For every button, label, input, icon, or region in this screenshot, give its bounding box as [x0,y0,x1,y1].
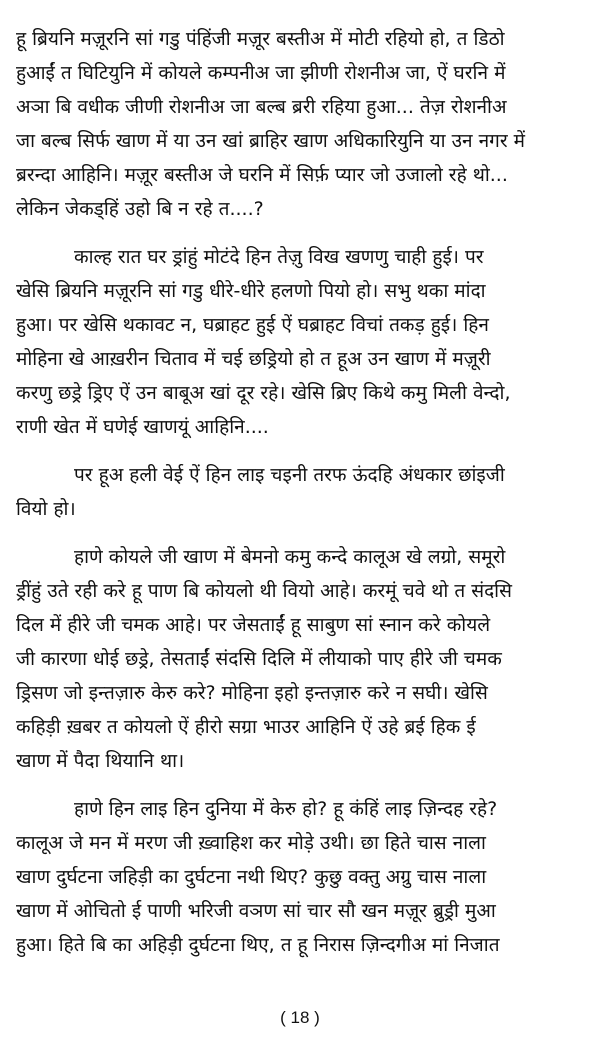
text-line: हुआ। हिते बि का अहिड़ी दुर्घटना थिए, त हू निरास ज़िन्दगीअ मां निजात [16,934,500,956]
text-line: जा बल्ब सिर्फ खाण में या उन खां ब्राहिर खाण अधिकारियुनि या उन नगर में [16,130,526,152]
paragraph-5 [16,792,586,962]
text-line: कालूअ जे मन में मरण जी ख़्वाहिश कर मोड़े उथी। छा हिते चास नाला [16,832,486,854]
text-line: ब्ररन्दा आहिनि। मज़ूर बस्तीअ जे घरनि में सिर्फ़ प्यार जो उजालो रहे थो... [16,164,508,186]
text-line: काल्ह रात घर ड्रांहुं मोटंदे हिन तेज़ु विख खणणु चाही हुई। पर [74,246,484,268]
text-line: लेकिन जेकड्हिं उहो बि न रहे त....? [16,198,264,220]
text-line: हू ब्रियनि मज़ूरनि सां गडु पंहिंजी मज़ूर बस्तीअ में मोटी रहियो हो, त डिठो [16,28,505,50]
text-line: हाणे हिन लाइ हिन दुनिया में केरु हो? हू कंहिं लाइ ज़िन्दह रहे? [74,798,498,820]
text-line: पर हूअ हली वेई ऐं हिन लाइ चइनी तरफ ऊंदहि अंधकार छांइजी [74,464,505,486]
text-line: वियो हो। [16,498,76,520]
paragraph-gap [16,226,586,240]
text-line: ड्रिसण जो इन्तज़ारु केरु करे? मोहिना इहो इन्तज़ारु करे न सघी। खेसि [16,682,488,704]
paragraph-1 [16,22,586,226]
text-line: हुआईं त घिटियुनि में कोयले कम्पनीअ जा झीणी रोशनीअ जा, ऐं घरनि में [16,62,506,84]
body-text [16,22,586,962]
text-line: खाण दुर्घटना जहिड़ी का दुर्घटना नथी थिए? कुछु वक्तु अग्रु चास नाला [16,866,487,888]
text-line: राणी खेत में घणेई खाणयूं आहिनि.... [16,416,269,438]
text-line: खेसि ब्रियनि मज़ूरनि सां गडु धीरे-धीरे हलणो पियो हो। सभु थका मांदा [16,280,486,302]
paragraph-4 [16,540,586,778]
text-line: दिल में हीरे जी चमक आहे। पर जेसताईं हू साबुण सां स्नान करे कोयले [16,614,491,636]
text-line: खाण में ओचितो ई पाणी भरिजी वञण सां चार सौ खन मज़ूर ब्रुड्री मुआ [16,900,496,922]
paragraph-gap [16,526,586,540]
text-line: हाणे कोयले जी खाण में बेमनो कमु कन्दे कालूअ खे लग्रो, समूरो [74,546,506,568]
paragraph-2 [16,240,586,444]
paragraph-gap [16,444,586,458]
text-line: कहिड़ी ख़बर त कोयलो ऐं हीरो सग्रा भाउर आहिनि ऐं उहे ब्रई हिक ई [16,716,476,738]
text-line: ड्रींहुं उते रही करे हू पाण बि कोयलो थी वियो आहे। करमूं चवे थो त संदसि [16,580,512,602]
text-line: जी कारणा धोई छड्रे, तेसताईं संदसि दिलि में लीयाको पाए हीरे जी चमक [16,648,502,670]
paragraph-gap [16,778,586,792]
page-number: ( 18 ) [280,1008,320,1027]
text-line: खाण में पैदा थियानि था। [16,750,185,772]
text-line: करणु छड्रे ड्रिए ऐं उन बाबूअ खां दूर रहे। खेसि ब्रिए किथे कमु मिली वेन्दो, [16,382,511,404]
paragraph-3 [16,458,586,526]
text-line: अञा बि वधीक जीणी रोशनीअ जा बल्ब ब्ररी रहिया हुआ... तेज़ रोशनीअ [16,96,507,118]
text-line: हुआ। पर खेसि थकावट न, घब्राहट हुई ऐं घब्राहट विचां तकड़ हुई। हिन [16,314,489,336]
text-line: मोहिना खे आख़रीन चिताव में चई छड्रियो हो त हूअ उन खाण में मज़ूरी [16,348,491,370]
